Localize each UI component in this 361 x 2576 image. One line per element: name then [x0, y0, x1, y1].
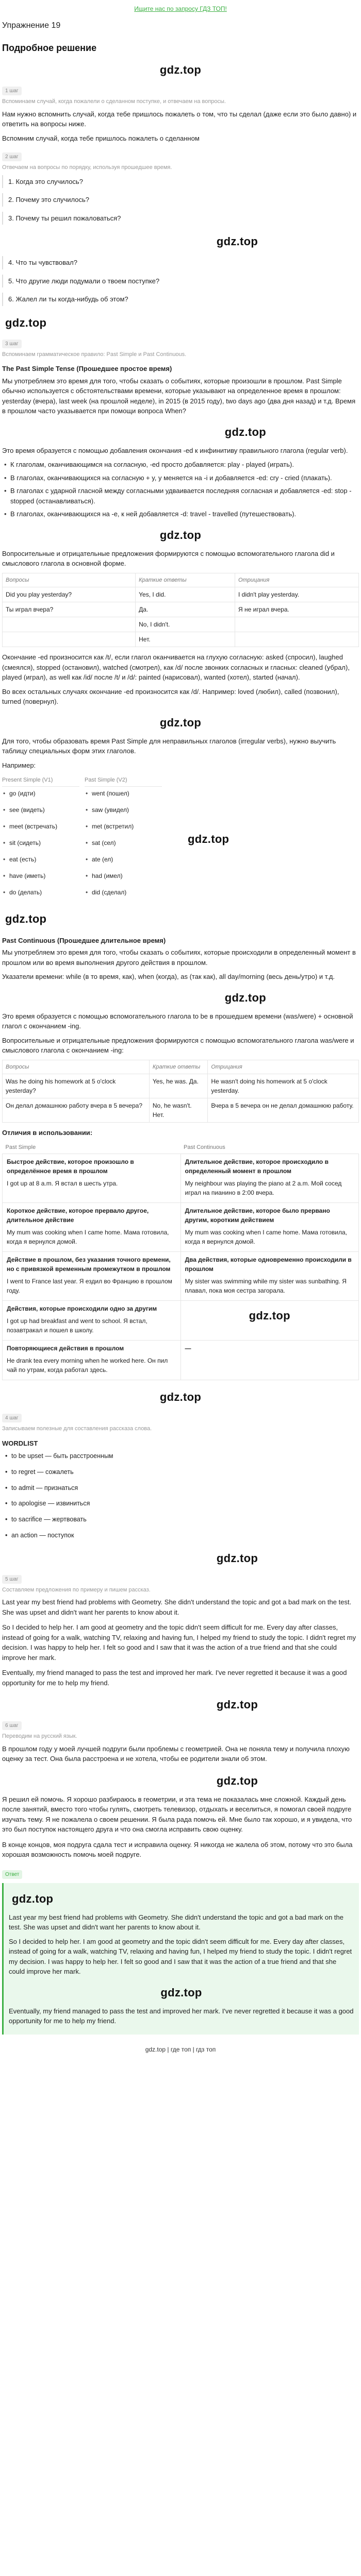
footer-link[interactable]: gdz.top [145, 2045, 166, 2053]
question-list [2, 256, 359, 306]
footer [2, 2040, 359, 2057]
table-cell [180, 1154, 359, 1203]
table-row [3, 632, 359, 647]
answer-badge: Ответ [2, 1870, 22, 1879]
rule-title: Действие в прошлом, без указания точного времени, но с привязкой временным промежутком в прошлом [7, 1256, 171, 1273]
story-paragraph: В прошлом году у моей лучшей подруги были проблемы с геометрией. Она не поняла тему и получила плохую оценку за тест. Она была расстроена и не хотела, чтобы ее родители знали об этом. [2, 1744, 350, 1762]
verb-item: • do (делать) [2, 888, 79, 897]
step-badge: 2 шаг [2, 152, 22, 161]
table-cell [3, 1203, 181, 1252]
irregular-verbs-table [2, 774, 359, 904]
grammar-paragraph: Во всех остальных случаях окончание -ed произносится как /d/. Например: loved (любил), called (позвонил), turned (повернул). [2, 687, 339, 705]
question-item: 1. Когда это случилось? [2, 175, 359, 189]
example-text: My sister was swimming while my sister was sunbathing. Я плавал, пока моя сестра загорала. [185, 1278, 347, 1294]
grammar-paragraph: Это время образуется с помощью добавления окончания -ed к инфинитиву правильного глагола (regular verb). [2, 446, 348, 454]
rule-title: Длительное действие, которое было прервано другим, коротким действием [185, 1207, 330, 1224]
watermark: gdz.top [216, 1698, 258, 1711]
question-item: 2. Почему это случилось? [2, 193, 359, 207]
answer-paragraph: Last year my best friend had problems with Geometry. She didn't understand the topic and got a bad mark on the test. She was upset and didn't want her parents to know about it. [9, 1913, 343, 1931]
watermark: gdz.top [216, 1774, 258, 1787]
table-header: Краткие ответы [136, 573, 235, 587]
example-text: I got up at 8 a.m. Я встал в шесть утра. [7, 1180, 118, 1187]
table-cell [180, 1341, 359, 1380]
table-header: Отрицания [208, 1060, 359, 1074]
search-hint-link[interactable]: Ищите нас по запросу ГДЗ ТОП! [134, 5, 227, 12]
word-item: • to sacrifice — жертвовать [2, 1515, 359, 1524]
grammar-paragraph: Окончание -ed произносится как /t/, если глагол оканчивается на глухую согласную: asked (спросил), laughed (смеялся), stopped (остановил), watched (смотрел), как /d/ после звонких согласных и гласных: cleaned (убрал), played (играл), as well как /id/ после /t/ и /d/: painted (нарисовал), wanted (хотел), started (начал). [2, 653, 350, 681]
word-item: • to apologise — извиниться [2, 1499, 359, 1509]
table-cell: Нет. [136, 632, 235, 647]
story-paragraph: Eventually, my friend managed to pass the test and improved her mark. I've never regretted it because it was a good opportunity for me to help my friend. [2, 1669, 347, 1687]
rule-title: — [185, 1345, 191, 1352]
footer-separator: | [192, 2045, 194, 2053]
grammar-paragraph: Это время образуется с помощью вспомогательного глагола to be в прошедшем времени (was/were) + основной глагол с окончанием -ing. [2, 1012, 353, 1030]
verb-item: • had (имел) [85, 871, 162, 880]
watermark: gdz.top [160, 1986, 202, 1999]
step-description: Вспоминаем случай, когда пожалели о сделанном поступке, и отвечаем на вопросы. [2, 98, 226, 105]
grammar-rule: • В глаголах, оканчивающихся на согласную + y, у меняется на -i и добавляется -ed: cry - cried (плакать). [2, 473, 359, 483]
example-text: My mum was cooking when I came home. Мама готовила, когда я вернулся домой. [7, 1229, 169, 1245]
watermark: gdz.top [216, 1551, 258, 1565]
verb-item: • meet (встречать) [2, 822, 79, 831]
table-cell [180, 1301, 359, 1341]
exercise-title: Упражнение 19 [2, 21, 61, 30]
rule-title: Быстрое действие, которое произошло в определённое время в прошлом [7, 1158, 134, 1175]
watermark: gdz.top [224, 425, 266, 438]
past-continuous-table [2, 1060, 359, 1123]
step-description: Отвечаем на вопросы по порядку, используя прошедшее время. [2, 164, 172, 171]
table-cell [3, 1252, 181, 1301]
table-row [3, 1074, 359, 1098]
rule-title: Повторяющиеся действия в прошлом [7, 1345, 124, 1352]
task-intro: Нам нужно вспомнить случай, когда тебе пришлось пожалеть о том, что ты сделал (даже если это было давно) и ответить на вопросы ниже. [2, 110, 357, 128]
grammar-paragraph: Вопросительные и отрицательные предложения формируются с помощью вспомогательного глагола did и смыслового глагола в основной форме. [2, 549, 335, 567]
verbs-column-v1 [2, 774, 79, 904]
verb-item: • eat (есть) [2, 855, 79, 864]
final-answer-box [2, 1883, 359, 2035]
story-paragraph: So I decided to help her. I am good at geometry and the topic didn't seem difficult for me. Every day after classes, instead of going for a walk, watching TV, relaxing and having fun, I helped my friend to study the topic. I didn't regret my decision. I was happy to help her. I felt so good and I saw that it was the action of a true friend and that she could improve her mark. [2, 1623, 356, 1662]
table-cell [3, 1154, 181, 1203]
footer-link[interactable]: где топ [170, 2045, 191, 2053]
verb-item: • met (встретил) [85, 822, 162, 831]
table-row [3, 1203, 359, 1252]
watermark: gdz.top [224, 991, 266, 1004]
table-cell [3, 632, 136, 647]
table-cell [180, 1203, 359, 1252]
tense-comparison-table [2, 1141, 359, 1381]
table-row [3, 1252, 359, 1301]
table-row [3, 1341, 359, 1380]
question-item: 3. Почему ты решил пожаловаться? [2, 212, 359, 225]
rule-title: Действия, которые происходили одно за другим [7, 1305, 157, 1312]
wordlist-title: WORDLIST [2, 1439, 38, 1447]
table-header: Краткие ответы [149, 1060, 208, 1074]
table-cell [235, 617, 359, 632]
table-cell: Вчера в 5 вечера он не делал домашнюю работу. [208, 1098, 359, 1123]
watermark: gdz.top [5, 316, 47, 329]
rule-title: Длительное действие, которое происходило в определенный момент в прошлом [185, 1158, 329, 1175]
watermark: gdz.top [159, 716, 202, 729]
answer-paragraph: Eventually, my friend managed to pass the test and improved her mark. I've never regretted it because it was a good opportunity for me to help my friend. [9, 2007, 354, 2025]
footer-separator: | [167, 2045, 169, 2053]
watermark: gdz.top [5, 912, 47, 925]
verbs-column-v2 [85, 774, 162, 904]
table-cell: Yes, I did. [136, 587, 235, 602]
table-cell: Was he doing his homework at 5 o'clock yesterday? [3, 1074, 150, 1098]
table-row [3, 1154, 359, 1203]
table-cell [235, 632, 359, 647]
step-badge: 4 шаг [2, 1414, 22, 1422]
example-text: My neighbour was playing the piano at 2 a.m. Мой сосед играл на пианино в 2:00 вчера. [185, 1180, 342, 1196]
table-header: Past Simple [3, 1141, 181, 1154]
rule-title: Два действия, которые одновременно происходили в прошлом [185, 1256, 352, 1273]
table-cell: Did you play yesterday? [3, 587, 136, 602]
grammar-paragraph: Вопросительные и отрицательные предложения формируются с помощью вспомогательного глагола was/were и смыслового глагола с окончанием -ing: [2, 1036, 354, 1054]
grammar-paragraph: Для того, чтобы образовать время Past Simple для неправильных глаголов (irregular verbs), нужно выучить таблицу специальных форм этих глаголов. [2, 737, 336, 755]
verbs-column-header: Present Simple (V1) [2, 774, 79, 787]
verb-item: • did (сделал) [85, 888, 162, 897]
verb-item: • went (пошел) [85, 789, 162, 798]
verb-item: • go (идти) [2, 789, 79, 798]
table-header: Отрицания [235, 573, 359, 587]
step-description: Переводим на русский язык. [2, 1733, 77, 1739]
section-title: Подробное решение [2, 43, 97, 53]
grammar-paragraph: Мы употребляем это время для того, чтобы сказать о событиях, которые происходили в определенный момент в прошлом или во время выполнения другого действия в прошлом. [2, 948, 356, 967]
verb-item: • ate (ел) [85, 855, 162, 864]
step-badge: 5 шаг [2, 1575, 22, 1584]
table-header: Past Continuous [180, 1141, 359, 1154]
example-text: My mum was cooking when I came home. Мама готовила, когда я вернулся домой. [185, 1229, 347, 1245]
word-item: • an action — поступок [2, 1531, 359, 1540]
table-cell: He wasn't doing his homework at 5 o'clock yesterday. [208, 1074, 359, 1098]
table-cell: Yes, he was. Да. [149, 1074, 208, 1098]
table-cell: Ты играл вчера? [3, 602, 136, 617]
story-russian [2, 1744, 359, 1860]
table-cell: Да. [136, 602, 235, 617]
story-english [2, 1597, 359, 1688]
table-cell [180, 1252, 359, 1301]
footer-link[interactable]: гдз топ [196, 2045, 216, 2053]
story-paragraph: В конце концов, моя подруга сдала тест и исправила оценку. Я никогда не жалела об этом, потому что это была хорошая возможность помочь моей подруге. [2, 1840, 353, 1858]
grammar-heading: Past Continuous (Прошедшее длительное время) [2, 936, 166, 944]
example-text: I got up had breakfast and went to school. Я встал, позавтракал и пошел в школу. [7, 1317, 147, 1334]
table-cell: I didn't play yesterday. [235, 587, 359, 602]
story-paragraph: Last year my best friend had problems with Geometry. She didn't understand the topic and got a bad mark on the test. She was upset and didn't want her parents to know about it. [2, 1598, 352, 1616]
past-simple-table [2, 573, 359, 648]
table-row [3, 1301, 359, 1341]
watermark: gdz.top [216, 235, 258, 248]
example-text: I went to France last year. Я ездил во Францию в прошлом году. [7, 1278, 172, 1294]
table-row [3, 587, 359, 602]
story-paragraph: Я решил ей помочь. Я хорошо разбираюсь в геометрии, и эта тема не показалась мне сложной. Каждый день после занятий, вместо того чтобы гулять, смотреть телевизор, отдыхать и веселиться, я помогал своей подруге изучать тему. Я не пожалела о своем решении. Я была рада помочь ей. Мне было так хорошо, и я увидела, что это был поступок настоящего друга и что она смогла исправить свою оценку. [2, 1795, 352, 1833]
word-item: • to regret — сожалеть [2, 1467, 359, 1477]
table-row [3, 602, 359, 617]
task-intro-cont: Вспомним случай, когда тебе пришлось пожалеть о сделанном [2, 134, 200, 142]
answer-paragraph: So I decided to help her. I am good at geometry and the topic didn't seem difficult for me. Every day after classes, instead of going for a walk, watching TV, relaxing and having fun, I helped my friend to study the topic. I didn't regret my decision. I was happy to help her. I felt so good and I saw that it was the action of a true friend and that she could improve her mark. [9, 1937, 352, 1975]
watermark: gdz.top [159, 1391, 202, 1403]
watermark: gdz.top [188, 833, 229, 846]
watermark: gdz.top [249, 1309, 290, 1322]
table-cell: No, he wasn't. Нет. [149, 1098, 208, 1123]
table-cell [3, 1301, 181, 1341]
example-text: He drank tea every morning when he worked here. Он пил чай по утрам, когда работал здесь. [7, 1357, 168, 1374]
watermark: gdz.top [159, 528, 202, 541]
question-list [2, 175, 359, 225]
table-header: Вопросы [3, 573, 136, 587]
table-cell: Я не играл вчера. [235, 602, 359, 617]
step-badge: 6 шаг [2, 1721, 22, 1730]
question-item: 4. Что ты чувствовал? [2, 256, 359, 269]
step-badge: 3 шаг [2, 340, 22, 348]
step-description: Вспоминаем грамматическое правило: Past Simple и Past Continuous. [2, 351, 187, 358]
table-cell: Он делал домашнюю работу вчера в 5 вечера? [3, 1098, 150, 1123]
question-item: 6. Жалел ли ты когда-нибудь об этом? [2, 293, 359, 306]
verb-item: • see (видеть) [2, 805, 79, 815]
verb-item: • have (иметь) [2, 871, 79, 880]
table-row [3, 1098, 359, 1123]
question-item: 5. Что другие люди подумали о твоем поступке? [2, 275, 359, 288]
step-description: Составляем предложения по примеру и пишем рассказ. [2, 1586, 151, 1593]
watermark: gdz.top [12, 1892, 54, 1905]
grammar-paragraph: Мы употребляем это время для того, чтобы сказать о событиях, которые произошли в прошлом. Past Simple обычно используется с обстоятельствами времени, которые указывают на определенное время в прошлом: yesterday (вчера), last week (на прошлой неделе), in 2015 (в 2015 году), two days ago (два дня назад) и т.д. Время в прошлом часто указывается при помощи вопроса When? [2, 377, 356, 415]
grammar-paragraph: Указатели времени: while (в то время, как), when (когда), as (так как), all day/morning (весь день/утро) и т.д. [2, 973, 335, 980]
verb-item: • sit (сидеть) [2, 838, 79, 848]
table-header: Вопросы [3, 1060, 150, 1074]
step-description: Записываем полезные для составления рассказа слова. [2, 1426, 152, 1432]
step-badge: 1 шаг [2, 87, 22, 95]
table-cell [3, 617, 136, 632]
grammar-rule: • К глаголам, оканчивающимся на согласную, -ed просто добавляется: play - played (играть). [2, 460, 359, 470]
verbs-column-header: Past Simple (V2) [85, 774, 162, 787]
grammar-rule: • В глаголах, оканчивающихся на -e, к ней добавляется -d: travel - travelled (путешествовать). [2, 509, 359, 519]
verb-item: • sat (сел) [85, 838, 162, 848]
word-item: • to admit — признаться [2, 1483, 359, 1493]
grammar-rule: • В глаголах с ударной гласной между согласными удваивается последняя согласная и добавляется -ed: stop - stopped (останавливаться). [2, 486, 359, 506]
table-row [3, 617, 359, 632]
grammar-heading: The Past Simple Tense (Прошедшее простое время) [2, 365, 172, 372]
rule-title: Короткое действие, которое прервало другое, длительное действие [7, 1207, 149, 1224]
grammar-rules-list [2, 460, 359, 519]
diff-heading: Отличия в использовании: [2, 1129, 93, 1137]
table-cell: No, I didn't. [136, 617, 235, 632]
word-item: • to be upset — быть расстроенным [2, 1451, 359, 1461]
example-label: Например: [2, 761, 36, 769]
table-cell [3, 1341, 181, 1380]
verb-item: • saw (увидел) [85, 805, 162, 815]
watermark: gdz.top [159, 63, 202, 76]
wordlist [2, 1451, 359, 1540]
